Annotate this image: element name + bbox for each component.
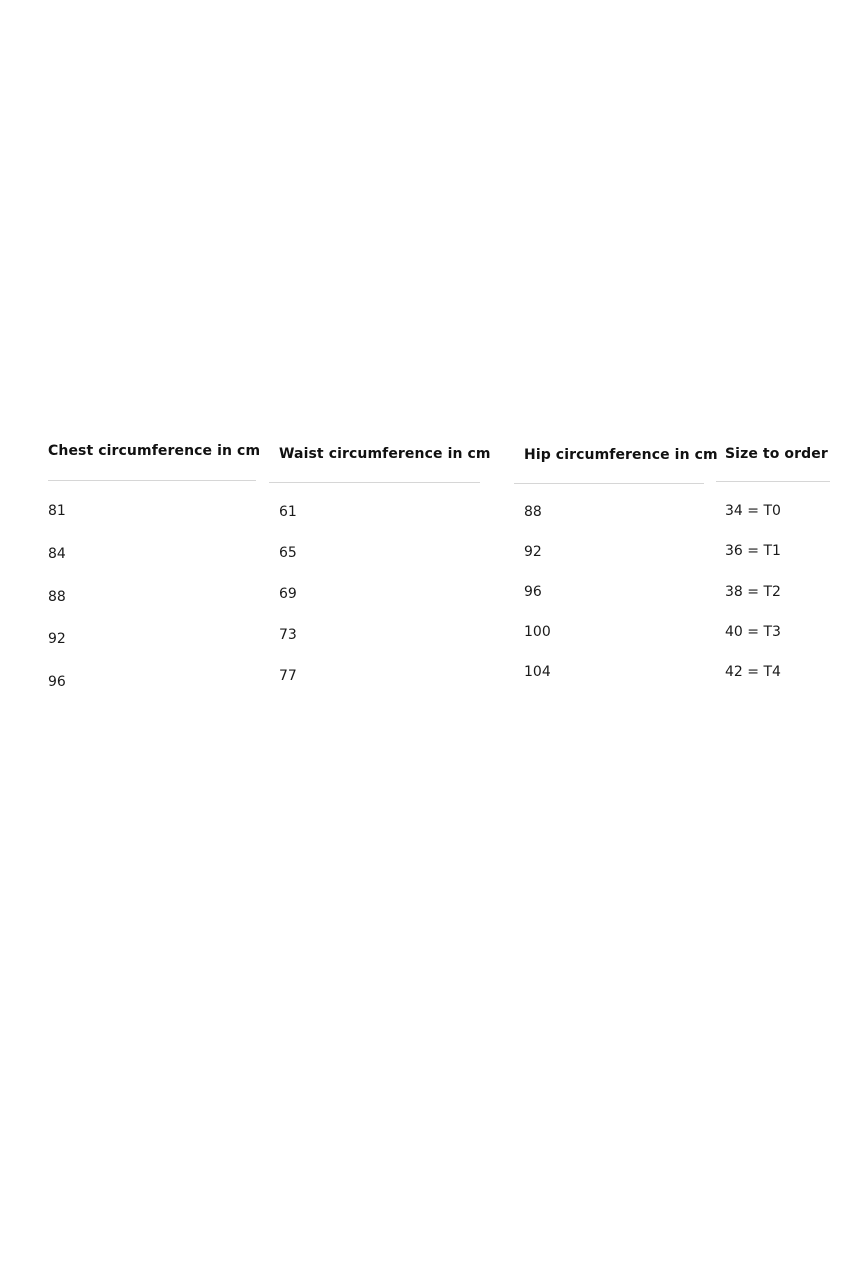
size-cell: 40 = T3	[725, 624, 781, 640]
hip-cell: 96	[524, 584, 542, 600]
size-cell: 42 = T4	[725, 664, 781, 680]
size-cell: 36 = T1	[725, 543, 781, 559]
waist-cell: 65	[279, 545, 297, 561]
size-cell: 34 = T0	[725, 503, 781, 519]
chest-cell: 88	[48, 589, 66, 605]
hip-column-header: Hip circumference in cm	[524, 447, 718, 463]
waist-cell: 61	[279, 504, 297, 520]
hip-cell: 92	[524, 544, 542, 560]
size-cell: 38 = T2	[725, 584, 781, 600]
chest-cell: 92	[48, 631, 66, 647]
hip-cell: 100	[524, 624, 551, 640]
waist-cell: 77	[279, 668, 297, 684]
chest-cell: 96	[48, 674, 66, 690]
chest-header-divider	[48, 480, 256, 481]
waist-header-divider	[269, 482, 480, 483]
size-header-divider	[716, 481, 830, 482]
chest-cell: 81	[48, 503, 66, 519]
size-column-header: Size to order	[725, 446, 828, 462]
chest-column-header: Chest circumference in cm	[48, 443, 261, 459]
chest-cell: 84	[48, 546, 66, 562]
waist-cell: 73	[279, 627, 297, 643]
waist-column-header: Waist circumference in cm	[279, 446, 491, 462]
hip-cell: 88	[524, 504, 542, 520]
hip-cell: 104	[524, 664, 551, 680]
hip-header-divider	[514, 483, 704, 484]
waist-cell: 69	[279, 586, 297, 602]
